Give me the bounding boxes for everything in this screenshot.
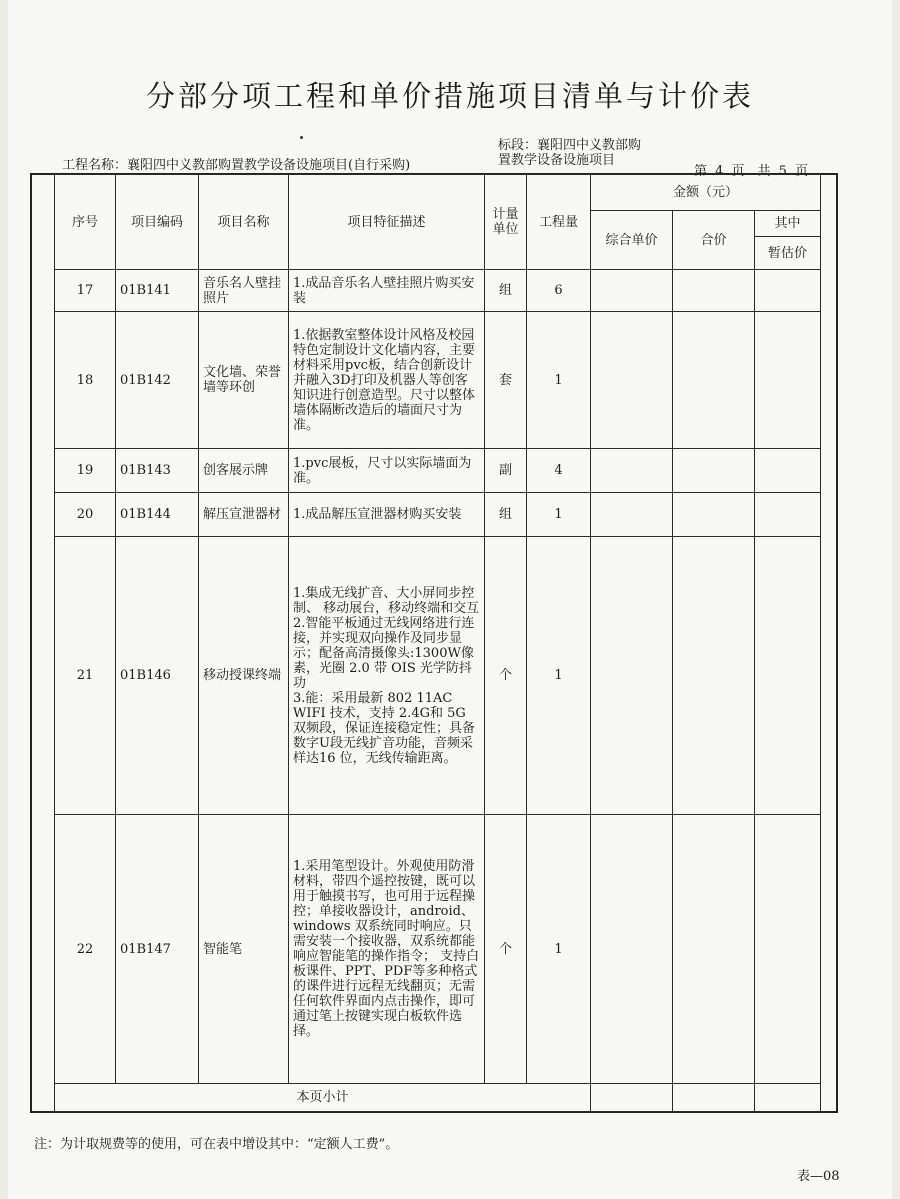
cell-qty: 1 (527, 815, 591, 1084)
header-of-which: 其中 (755, 211, 821, 237)
cell-seq: 17 (55, 270, 116, 312)
table-row (55, 493, 821, 537)
cell-unit: 组 (485, 493, 527, 537)
cell-code: 01B147 (116, 815, 199, 1084)
table-row (55, 312, 821, 449)
cell-total (673, 815, 755, 1084)
table-row (55, 270, 821, 312)
page-title: 分部分项工程和单价措施项目清单与计价表 (145, 79, 754, 113)
ink-dot (300, 136, 303, 139)
header-desc: 项目特征描述 (289, 175, 485, 270)
cell-code: 01B141 (116, 270, 199, 312)
cell-desc: 1.采用笔型设计。外观使用防滑材料，带四个遥控按键，既可以用于触摸书写，也可用于远程操控；单接收器设计，android、windows 双系统同时响应。只需安装一个接收器，双系统都能响应智能笔的操作指令； 支持白板课件、PPT、PDF等多种格式的课件进行远程无线翻页；无需任何软件界面内点击操作，即可通过笔上按键实现白板软件选择。 (289, 815, 485, 1084)
cell-qty: 6 (527, 270, 591, 312)
cell-qty: 1 (527, 312, 591, 449)
cell-name: 移动授课终端 (199, 537, 289, 815)
cell-unit: 个 (485, 815, 527, 1084)
table-row (55, 449, 821, 493)
page-info: 第 4 页 共 5 页 (694, 164, 809, 179)
subtotal-provisional (755, 1084, 821, 1112)
cell-code: 01B143 (116, 449, 199, 493)
cell-unit-price (591, 312, 673, 449)
cell-total (673, 449, 755, 493)
cell-desc: 1.集成无线扩音、大小屏同步控制、 移动展台，移动终端和交互 2.智能平板通过无线网络进行连接，并实现双向操作及同步显示；配备高清摄像头:1300W像素，光圈 2.0 带 OIS 光学防抖功 3.能：采用最新 802 11AC WIFI 技术，支持 2.4G和 5G 双频段，保证连接稳定性；具备数字U段无线扩音功能，音频采样达16 位，无线传输距离。 (289, 537, 485, 815)
pricing-table (54, 174, 821, 1112)
cell-desc: 1.pvc展板，尺寸以实际墙面为准。 (289, 449, 485, 493)
section-name: 标段：襄阳四中义教部购置教学设备设施项目 (498, 138, 642, 168)
cell-qty: 1 (527, 493, 591, 537)
cell-desc: 1.成品解压宣泄器材购买安装 (289, 493, 485, 537)
cell-total (673, 537, 755, 815)
cell-unit-price (591, 449, 673, 493)
cell-unit: 个 (485, 537, 527, 815)
cell-name: 创客展示牌 (199, 449, 289, 493)
header-unit: 计量单位 (485, 175, 527, 270)
cell-total (673, 270, 755, 312)
header-unit-price: 综合单价 (591, 211, 673, 270)
cell-provisional (755, 449, 821, 493)
subtotal-total (673, 1084, 755, 1112)
cell-code: 01B146 (116, 537, 199, 815)
subtotal-unit-price (591, 1084, 673, 1112)
cell-unit: 组 (485, 270, 527, 312)
footnote: 注：为计取规费等的使用，可在表中增设其中：“定额人工费”。 (34, 1137, 399, 1152)
cell-seq: 19 (55, 449, 116, 493)
cell-name: 文化墙、荣誉墙等环创 (199, 312, 289, 449)
cell-desc: 1.成品音乐名人壁挂照片购买安装 (289, 270, 485, 312)
cell-seq: 21 (55, 537, 116, 815)
cell-total (673, 312, 755, 449)
cell-provisional (755, 537, 821, 815)
cell-provisional (755, 312, 821, 449)
header-name: 项目名称 (199, 175, 289, 270)
cell-unit-price (591, 493, 673, 537)
cell-code: 01B142 (116, 312, 199, 449)
header-qty: 工程量 (527, 175, 591, 270)
cell-total (673, 493, 755, 537)
project-name: 工程名称：襄阳四中义教部购置教学设备设施项目(自行采购) (62, 158, 411, 173)
cell-unit-price (591, 270, 673, 312)
form-number: 表—08 (797, 1169, 840, 1184)
header-provisional: 暂估价 (755, 237, 821, 270)
cell-unit: 套 (485, 312, 527, 449)
header-total: 合价 (673, 211, 755, 270)
header-amount: 金额（元） (591, 175, 821, 211)
cell-provisional (755, 493, 821, 537)
cell-seq: 22 (55, 815, 116, 1084)
cell-code: 01B144 (116, 493, 199, 537)
cell-desc: 1.依据教室整体设计风格及校园特色定制设计文化墙内容，主要材料采用pvc板，结合创新设计并融入3D打印及机器人等创客知识进行创意造型。尺寸以整体墙体隔断改造后的墙面尺寸为准。 (289, 312, 485, 449)
cell-unit-price (591, 537, 673, 815)
cell-provisional (755, 270, 821, 312)
cell-name: 解压宣泄器材 (199, 493, 289, 537)
cell-seq: 18 (55, 312, 116, 449)
table-row (55, 537, 821, 815)
cell-qty: 1 (527, 537, 591, 815)
table-row (55, 815, 821, 1084)
header-seq: 序号 (55, 175, 116, 270)
cell-name: 智能笔 (199, 815, 289, 1084)
header-code: 项目编码 (116, 175, 199, 270)
cell-unit: 副 (485, 449, 527, 493)
subtotal-row (55, 1084, 821, 1112)
cell-unit-price (591, 815, 673, 1084)
subtotal-label: 本页小计 (55, 1084, 591, 1112)
cell-name: 音乐名人壁挂照片 (199, 270, 289, 312)
cell-seq: 20 (55, 493, 116, 537)
cell-qty: 4 (527, 449, 591, 493)
cell-provisional (755, 815, 821, 1084)
